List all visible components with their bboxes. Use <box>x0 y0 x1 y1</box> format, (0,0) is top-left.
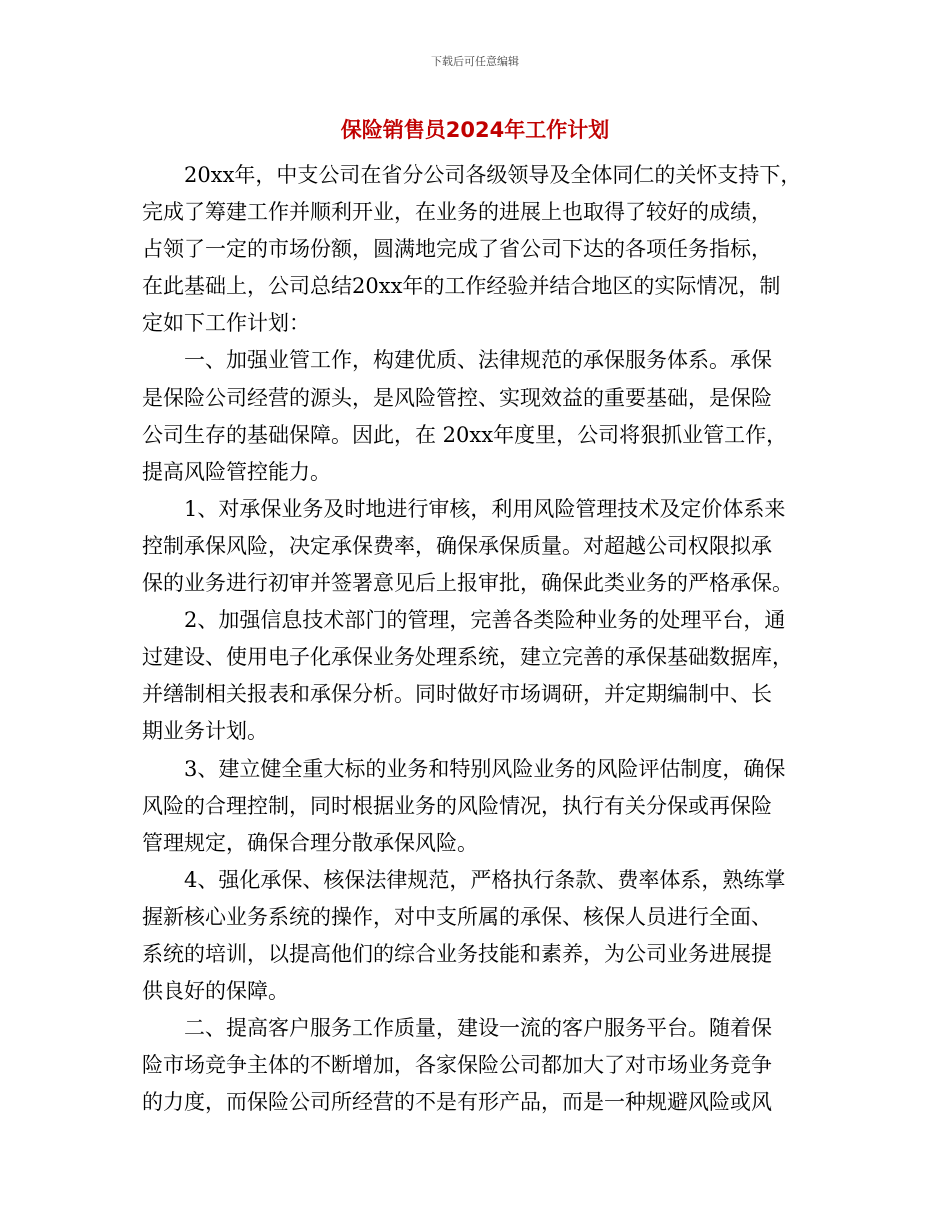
text-line: 管理规定，确保合理分散承保风险。 <box>142 830 478 855</box>
text-line: 一、加强业管工作，构建优质、法律规范的承保服务体系。承保 <box>184 348 772 373</box>
text-line: 2、加强信息技术部门的管理，完善各类险种业务的处理平台，通 <box>184 608 786 633</box>
text-line: 风险的合理控制，同时根据业务的风险情况，执行有关分保或再保险 <box>142 793 772 818</box>
text-line: 二、提高客户服务工作质量，建设一流的客户服务平台。随着保 <box>184 1016 772 1041</box>
text-line: 是保险公司经营的源头，是风险管控、实现效益的重要基础，是保险 <box>142 385 772 410</box>
text-line: 控制承保风险，决定承保费率，确保承保质量。对超越公司权限拟承 <box>142 533 772 558</box>
text-line: 过建设、使用电子化承保业务处理系统，建立完善的承保基础数据库， <box>142 645 793 670</box>
text-line: 1、对承保业务及时地进行审核，利用风险管理技术及定价体系来 <box>184 496 786 521</box>
paragraph <box>142 602 814 750</box>
text-line: 的力度，而保险公司所经营的不是有形产品，而是一种规避风险或风 <box>142 1090 772 1115</box>
paragraph <box>142 342 814 490</box>
text-line: 并缮制相关报表和承保分析。同时做好市场调研，并定期编制中、长 <box>142 682 772 707</box>
text-line: 在此基础上，公司总结20xx年的工作经验并结合地区的实际情况，制 <box>142 274 781 299</box>
header-note: 下载后可任意编辑 <box>431 55 519 68</box>
text-line: 3、建立健全重大标的业务和特别风险业务的风险评估制度，确保 <box>184 756 786 781</box>
text-line: 供良好的保障。 <box>142 979 289 1004</box>
text-line: 系统的培训，以提高他们的综合业务技能和素养，为公司业务进展提 <box>142 941 772 966</box>
text-line: 4、强化承保、核保法律规范，严格执行条款、费率体系，熟练掌 <box>184 867 786 892</box>
paragraph <box>142 157 814 342</box>
paragraph <box>142 751 814 862</box>
text-line: 完成了筹建工作并顺利开业，在业务的进展上也取得了较好的成绩， <box>142 200 772 225</box>
text-line: 握新核心业务系统的操作，对中支所属的承保、核保人员进行全面、 <box>142 904 772 929</box>
text-line: 定如下工作计划： <box>142 311 310 336</box>
text-line: 公司生存的基础保障。因此，在 20xx年度里，公司将狠抓业管工作， <box>142 422 788 447</box>
paragraph <box>142 1010 814 1121</box>
document-body <box>142 157 814 1121</box>
document-title: 保险销售员2024年工作计划 <box>340 118 610 142</box>
text-line: 期业务计划。 <box>142 719 268 744</box>
text-line: 提高风险管控能力。 <box>142 459 331 484</box>
paragraph <box>142 862 814 1010</box>
text-line: 保的业务进行初审并签署意见后上报审批，确保此类业务的严格承保。 <box>142 571 793 596</box>
text-line: 占领了一定的市场份额，圆满地完成了省公司下达的各项任务指标， <box>142 237 772 262</box>
text-line: 险市场竞争主体的不断增加，各家保险公司都加大了对市场业务竞争 <box>142 1053 772 1078</box>
text-line: 20xx年，中支公司在省分公司各级领导及全体同仁的关怀支持下， <box>184 163 802 187</box>
paragraph <box>142 491 814 602</box>
